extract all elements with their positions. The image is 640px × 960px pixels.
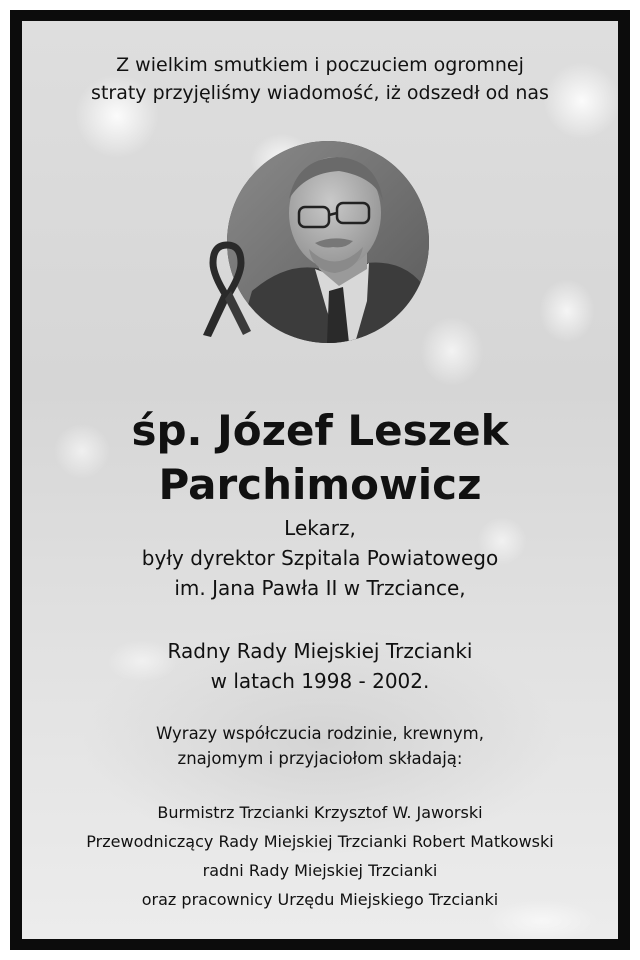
description-text (22, 513, 618, 603)
condolence-line-1: Wyrazy współczucia rodzinie, krewnym, (156, 724, 484, 743)
description-line-3: im. Jana Pawła II w Trzciance, (174, 576, 466, 600)
condolence-text (22, 721, 618, 771)
deceased-name (22, 404, 618, 512)
intro-line-1: Z wielkim smutkiem i poczuciem ogromnej (116, 54, 524, 76)
signatory-line: oraz pracownicy Urzędu Miejskiego Trzcianki (141, 890, 499, 909)
obituary-card (22, 21, 618, 939)
signatory-line: radni Rady Miejskiej Trzcianki (202, 861, 438, 880)
name-line-1: śp. Józef Leszek (131, 406, 509, 455)
condolence-line-2: znajomym i przyjaciołom składają: (177, 749, 463, 768)
intro-text (22, 51, 618, 107)
council-line-2: w latach 1998 - 2002. (210, 669, 430, 693)
portrait-photo (227, 141, 429, 343)
mourning-ribbon-icon (197, 241, 257, 341)
council-text (22, 636, 618, 696)
description-line-1: Lekarz, (284, 516, 356, 540)
signatories-list (22, 798, 618, 914)
portrait-illustration (227, 141, 429, 343)
portrait-container (227, 141, 429, 343)
signatory-line: Burmistrz Trzcianki Krzysztof W. Jaworski (157, 803, 483, 822)
intro-line-2: straty przyjęliśmy wiadomość, iż odszedł od nas (91, 82, 549, 104)
description-line-2: były dyrektor Szpitala Powiatowego (141, 546, 499, 570)
council-line-1: Radny Rady Miejskiej Trzcianki (167, 639, 473, 663)
name-line-2: Parchimowicz (158, 460, 482, 509)
signatory-line: Przewodniczący Rady Miejskiej Trzcianki Robert Matkowski (86, 832, 554, 851)
